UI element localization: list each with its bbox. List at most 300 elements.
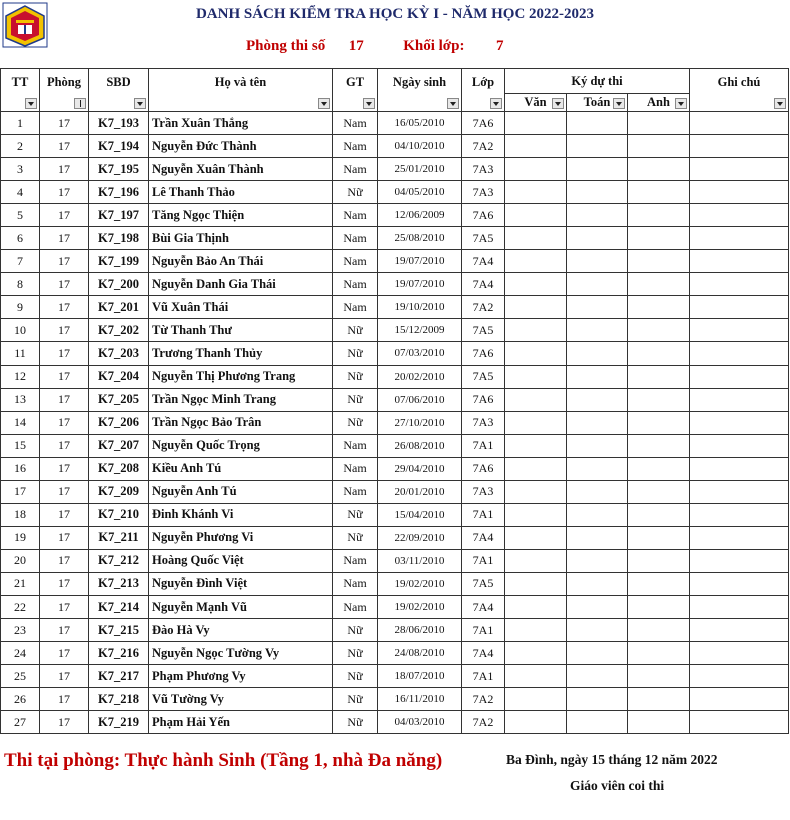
cell-note[interactable]	[690, 457, 789, 480]
cell-note[interactable]	[690, 250, 789, 273]
cell-note[interactable]	[690, 365, 789, 388]
cell-gender[interactable]: Nữ	[333, 619, 378, 642]
cell-name[interactable]: Nguyễn Bảo An Thái	[149, 250, 333, 273]
cell-sign-van[interactable]	[505, 342, 567, 365]
col-header-note[interactable]: Ghi chú	[690, 69, 789, 112]
cell-sign-anh[interactable]	[628, 457, 690, 480]
cell-sbd[interactable]: K7_196	[89, 181, 149, 204]
cell-dob[interactable]: 19/07/2010	[378, 273, 462, 296]
cell-sign-van[interactable]	[505, 457, 567, 480]
cell-sign-van[interactable]	[505, 526, 567, 549]
cell-gender[interactable]: Nam	[333, 250, 378, 273]
cell-room[interactable]: 17	[40, 595, 89, 618]
cell-sign-toan[interactable]	[567, 181, 628, 204]
cell-sign-anh[interactable]	[628, 411, 690, 434]
cell-sign-toan[interactable]	[567, 572, 628, 595]
col-header-sign-anh[interactable]: Anh	[628, 94, 690, 112]
cell-class[interactable]: 7A2	[462, 135, 505, 158]
cell-room[interactable]: 17	[40, 688, 89, 711]
cell-note[interactable]	[690, 642, 789, 665]
cell-sbd[interactable]: K7_207	[89, 434, 149, 457]
cell-note[interactable]	[690, 526, 789, 549]
cell-name[interactable]: Vũ Tường Vy	[149, 688, 333, 711]
cell-gender[interactable]: Nam	[333, 480, 378, 503]
cell-room[interactable]: 17	[40, 273, 89, 296]
cell-room[interactable]: 17	[40, 619, 89, 642]
cell-tt[interactable]: 27	[1, 711, 40, 734]
cell-dob[interactable]: 24/08/2010	[378, 642, 462, 665]
cell-tt[interactable]: 17	[1, 480, 40, 503]
cell-name[interactable]: Trần Ngọc Minh Trang	[149, 388, 333, 411]
cell-note[interactable]	[690, 227, 789, 250]
cell-class[interactable]: 7A1	[462, 434, 505, 457]
cell-sbd[interactable]: K7_202	[89, 319, 149, 342]
cell-sign-van[interactable]	[505, 503, 567, 526]
cell-sign-toan[interactable]	[567, 112, 628, 135]
cell-room[interactable]: 17	[40, 572, 89, 595]
cell-sbd[interactable]: K7_205	[89, 388, 149, 411]
cell-sign-van[interactable]	[505, 296, 567, 319]
cell-gender[interactable]: Nam	[333, 135, 378, 158]
cell-name[interactable]: Nguyễn Xuân Thành	[149, 158, 333, 181]
cell-name[interactable]: Trần Ngọc Bảo Trân	[149, 411, 333, 434]
cell-class[interactable]: 7A6	[462, 204, 505, 227]
cell-gender[interactable]: Nữ	[333, 411, 378, 434]
cell-sign-anh[interactable]	[628, 434, 690, 457]
cell-sign-anh[interactable]	[628, 365, 690, 388]
cell-name[interactable]: Lê Thanh Thảo	[149, 181, 333, 204]
cell-sign-toan[interactable]	[567, 642, 628, 665]
cell-room[interactable]: 17	[40, 158, 89, 181]
cell-sign-anh[interactable]	[628, 572, 690, 595]
dropdown-arrow-icon[interactable]	[134, 98, 146, 109]
cell-sbd[interactable]: K7_200	[89, 273, 149, 296]
cell-sign-anh[interactable]	[628, 665, 690, 688]
cell-sign-toan[interactable]	[567, 434, 628, 457]
cell-sign-van[interactable]	[505, 480, 567, 503]
cell-sign-toan[interactable]	[567, 526, 628, 549]
cell-name[interactable]: Nguyễn Ngọc Tường Vy	[149, 642, 333, 665]
cell-gender[interactable]: Nam	[333, 204, 378, 227]
cell-sign-van[interactable]	[505, 181, 567, 204]
dropdown-arrow-icon[interactable]	[675, 98, 687, 109]
cell-sbd[interactable]: K7_208	[89, 457, 149, 480]
cell-class[interactable]: 7A4	[462, 595, 505, 618]
cell-tt[interactable]: 3	[1, 158, 40, 181]
cell-room[interactable]: 17	[40, 204, 89, 227]
cell-tt[interactable]: 19	[1, 526, 40, 549]
cell-sign-toan[interactable]	[567, 619, 628, 642]
cell-room[interactable]: 17	[40, 296, 89, 319]
cell-sign-van[interactable]	[505, 250, 567, 273]
cell-class[interactable]: 7A1	[462, 549, 505, 572]
col-header-class[interactable]: Lớp	[462, 69, 505, 112]
cell-class[interactable]: 7A5	[462, 319, 505, 342]
cell-name[interactable]: Kiều Anh Tú	[149, 457, 333, 480]
cell-name[interactable]: Nguyễn Danh Gia Thái	[149, 273, 333, 296]
cell-tt[interactable]: 13	[1, 388, 40, 411]
dropdown-arrow-icon[interactable]	[447, 98, 459, 109]
cell-gender[interactable]: Nam	[333, 296, 378, 319]
cell-class[interactable]: 7A2	[462, 711, 505, 734]
cell-room[interactable]: 17	[40, 319, 89, 342]
cell-note[interactable]	[690, 411, 789, 434]
cell-room[interactable]: 17	[40, 480, 89, 503]
cell-room[interactable]: 17	[40, 434, 89, 457]
cell-sign-van[interactable]	[505, 112, 567, 135]
cell-sign-toan[interactable]	[567, 227, 628, 250]
cell-name[interactable]: Nguyễn Thị Phương Trang	[149, 365, 333, 388]
cell-sign-toan[interactable]	[567, 549, 628, 572]
cell-room[interactable]: 17	[40, 642, 89, 665]
cell-sign-toan[interactable]	[567, 250, 628, 273]
cell-sign-van[interactable]	[505, 273, 567, 296]
cell-note[interactable]	[690, 480, 789, 503]
cell-name[interactable]: Nguyễn Đức Thành	[149, 135, 333, 158]
cell-sign-anh[interactable]	[628, 296, 690, 319]
cell-gender[interactable]: Nam	[333, 595, 378, 618]
cell-sign-anh[interactable]	[628, 273, 690, 296]
cell-note[interactable]	[690, 688, 789, 711]
dropdown-arrow-icon[interactable]	[490, 98, 502, 109]
cell-sign-van[interactable]	[505, 642, 567, 665]
cell-gender[interactable]: Nữ	[333, 688, 378, 711]
cell-note[interactable]	[690, 549, 789, 572]
cell-sbd[interactable]: K7_199	[89, 250, 149, 273]
cell-sign-toan[interactable]	[567, 688, 628, 711]
cell-sbd[interactable]: K7_212	[89, 549, 149, 572]
cell-dob[interactable]: 04/10/2010	[378, 135, 462, 158]
cell-class[interactable]: 7A2	[462, 296, 505, 319]
cell-dob[interactable]: 07/06/2010	[378, 388, 462, 411]
cell-sbd[interactable]: K7_203	[89, 342, 149, 365]
cell-tt[interactable]: 26	[1, 688, 40, 711]
cell-tt[interactable]: 9	[1, 296, 40, 319]
cell-sign-van[interactable]	[505, 135, 567, 158]
cell-gender[interactable]: Nam	[333, 273, 378, 296]
col-header-room[interactable]: Phòng	[40, 69, 89, 112]
cell-name[interactable]: Hoàng Quốc Việt	[149, 549, 333, 572]
cell-dob[interactable]: 15/04/2010	[378, 503, 462, 526]
cell-name[interactable]: Nguyễn Mạnh Vũ	[149, 595, 333, 618]
cell-sign-anh[interactable]	[628, 480, 690, 503]
cell-sign-anh[interactable]	[628, 388, 690, 411]
cell-dob[interactable]: 12/06/2009	[378, 204, 462, 227]
cell-sbd[interactable]: K7_206	[89, 411, 149, 434]
cell-dob[interactable]: 19/07/2010	[378, 250, 462, 273]
cell-sign-van[interactable]	[505, 365, 567, 388]
cell-note[interactable]	[690, 595, 789, 618]
cell-sbd[interactable]: K7_219	[89, 711, 149, 734]
cell-note[interactable]	[690, 342, 789, 365]
cell-name[interactable]: Bùi Gia Thịnh	[149, 227, 333, 250]
cell-class[interactable]: 7A3	[462, 480, 505, 503]
cell-sign-toan[interactable]	[567, 480, 628, 503]
cell-gender[interactable]: Nam	[333, 549, 378, 572]
cell-class[interactable]: 7A6	[462, 388, 505, 411]
dropdown-arrow-icon[interactable]	[25, 98, 37, 109]
cell-class[interactable]: 7A4	[462, 250, 505, 273]
cell-sign-van[interactable]	[505, 688, 567, 711]
cell-tt[interactable]: 7	[1, 250, 40, 273]
cell-dob[interactable]: 19/02/2010	[378, 595, 462, 618]
cell-sign-anh[interactable]	[628, 319, 690, 342]
cell-note[interactable]	[690, 181, 789, 204]
cell-sign-van[interactable]	[505, 711, 567, 734]
cell-sign-toan[interactable]	[567, 273, 628, 296]
cell-name[interactable]: Nguyễn Phương Vi	[149, 526, 333, 549]
cell-sign-van[interactable]	[505, 158, 567, 181]
cell-sign-toan[interactable]	[567, 319, 628, 342]
cell-sign-van[interactable]	[505, 549, 567, 572]
cell-sign-toan[interactable]	[567, 711, 628, 734]
cell-gender[interactable]: Nữ	[333, 711, 378, 734]
cell-dob[interactable]: 28/06/2010	[378, 619, 462, 642]
cell-sign-toan[interactable]	[567, 342, 628, 365]
cell-tt[interactable]: 23	[1, 619, 40, 642]
cell-sbd[interactable]: K7_201	[89, 296, 149, 319]
cell-sbd[interactable]: K7_211	[89, 526, 149, 549]
cell-gender[interactable]: Nam	[333, 572, 378, 595]
cell-class[interactable]: 7A1	[462, 503, 505, 526]
cell-tt[interactable]: 6	[1, 227, 40, 250]
cell-room[interactable]: 17	[40, 388, 89, 411]
cell-sign-van[interactable]	[505, 619, 567, 642]
cell-gender[interactable]: Nữ	[333, 342, 378, 365]
cell-tt[interactable]: 2	[1, 135, 40, 158]
cell-name[interactable]: Nguyễn Quốc Trọng	[149, 434, 333, 457]
cell-room[interactable]: 17	[40, 526, 89, 549]
cell-room[interactable]: 17	[40, 549, 89, 572]
cell-sign-anh[interactable]	[628, 711, 690, 734]
cell-name[interactable]: Đào Hà Vy	[149, 619, 333, 642]
cell-name[interactable]: Nguyễn Anh Tú	[149, 480, 333, 503]
col-header-sign-toan[interactable]: Toán	[567, 94, 628, 112]
cell-sbd[interactable]: K7_209	[89, 480, 149, 503]
cell-sign-anh[interactable]	[628, 595, 690, 618]
cell-sbd[interactable]: K7_214	[89, 595, 149, 618]
cell-sign-anh[interactable]	[628, 250, 690, 273]
col-header-gender[interactable]: GT	[333, 69, 378, 112]
cell-tt[interactable]: 15	[1, 434, 40, 457]
cell-note[interactable]	[690, 273, 789, 296]
cell-sign-toan[interactable]	[567, 665, 628, 688]
cell-name[interactable]: Đinh Khánh Vi	[149, 503, 333, 526]
cell-sbd[interactable]: K7_218	[89, 688, 149, 711]
cell-sign-anh[interactable]	[628, 135, 690, 158]
cell-tt[interactable]: 5	[1, 204, 40, 227]
cell-room[interactable]: 17	[40, 135, 89, 158]
cell-sbd[interactable]: K7_217	[89, 665, 149, 688]
cell-class[interactable]: 7A1	[462, 665, 505, 688]
cell-gender[interactable]: Nữ	[333, 181, 378, 204]
cell-tt[interactable]: 12	[1, 365, 40, 388]
cell-class[interactable]: 7A6	[462, 342, 505, 365]
cell-tt[interactable]: 10	[1, 319, 40, 342]
cell-class[interactable]: 7A2	[462, 688, 505, 711]
cell-gender[interactable]: Nữ	[333, 365, 378, 388]
cell-sign-anh[interactable]	[628, 342, 690, 365]
cell-sbd[interactable]: K7_194	[89, 135, 149, 158]
cell-room[interactable]: 17	[40, 342, 89, 365]
cell-sign-anh[interactable]	[628, 158, 690, 181]
cell-sign-van[interactable]	[505, 411, 567, 434]
cell-sbd[interactable]: K7_204	[89, 365, 149, 388]
cell-tt[interactable]: 20	[1, 549, 40, 572]
cell-sign-toan[interactable]	[567, 457, 628, 480]
cell-sign-van[interactable]	[505, 388, 567, 411]
cell-dob[interactable]: 20/01/2010	[378, 480, 462, 503]
cell-sbd[interactable]: K7_215	[89, 619, 149, 642]
cell-note[interactable]	[690, 572, 789, 595]
cell-class[interactable]: 7A5	[462, 227, 505, 250]
col-header-tt[interactable]: TT	[1, 69, 40, 112]
cell-sbd[interactable]: K7_216	[89, 642, 149, 665]
cell-class[interactable]: 7A3	[462, 158, 505, 181]
cell-tt[interactable]: 25	[1, 665, 40, 688]
cell-note[interactable]	[690, 112, 789, 135]
dropdown-arrow-icon[interactable]	[318, 98, 330, 109]
cell-gender[interactable]: Nữ	[333, 665, 378, 688]
cell-note[interactable]	[690, 711, 789, 734]
cell-class[interactable]: 7A1	[462, 619, 505, 642]
cell-sbd[interactable]: K7_193	[89, 112, 149, 135]
cell-gender[interactable]: Nữ	[333, 319, 378, 342]
cell-note[interactable]	[690, 619, 789, 642]
cell-sign-toan[interactable]	[567, 296, 628, 319]
cell-note[interactable]	[690, 665, 789, 688]
cell-sign-anh[interactable]	[628, 549, 690, 572]
cell-sign-anh[interactable]	[628, 227, 690, 250]
cell-class[interactable]: 7A5	[462, 365, 505, 388]
cell-dob[interactable]: 25/08/2010	[378, 227, 462, 250]
cell-tt[interactable]: 22	[1, 595, 40, 618]
cell-name[interactable]: Trần Xuân Thắng	[149, 112, 333, 135]
cell-room[interactable]: 17	[40, 711, 89, 734]
dropdown-arrow-icon[interactable]	[552, 98, 564, 109]
col-header-sbd[interactable]: SBD	[89, 69, 149, 112]
dropdown-arrow-icon[interactable]	[363, 98, 375, 109]
cell-sign-van[interactable]	[505, 319, 567, 342]
col-header-name[interactable]: Họ và tên	[149, 69, 333, 112]
cell-room[interactable]: 17	[40, 503, 89, 526]
cell-sbd[interactable]: K7_210	[89, 503, 149, 526]
cell-note[interactable]	[690, 158, 789, 181]
cell-class[interactable]: 7A4	[462, 526, 505, 549]
cell-sign-toan[interactable]	[567, 158, 628, 181]
cell-class[interactable]: 7A5	[462, 572, 505, 595]
cell-tt[interactable]: 1	[1, 112, 40, 135]
cell-dob[interactable]: 19/10/2010	[378, 296, 462, 319]
cell-name[interactable]: Nguyễn Đình Việt	[149, 572, 333, 595]
cell-note[interactable]	[690, 296, 789, 319]
cell-sign-van[interactable]	[505, 204, 567, 227]
cell-dob[interactable]: 25/01/2010	[378, 158, 462, 181]
cell-sign-toan[interactable]	[567, 595, 628, 618]
cell-room[interactable]: 17	[40, 250, 89, 273]
cell-class[interactable]: 7A6	[462, 457, 505, 480]
cell-class[interactable]: 7A6	[462, 112, 505, 135]
cell-sbd[interactable]: K7_198	[89, 227, 149, 250]
cell-gender[interactable]: Nữ	[333, 526, 378, 549]
cell-sign-toan[interactable]	[567, 204, 628, 227]
cell-sbd[interactable]: K7_213	[89, 572, 149, 595]
cell-dob[interactable]: 27/10/2010	[378, 411, 462, 434]
cell-sbd[interactable]: K7_197	[89, 204, 149, 227]
cell-sbd[interactable]: K7_195	[89, 158, 149, 181]
cell-note[interactable]	[690, 434, 789, 457]
cell-class[interactable]: 7A4	[462, 273, 505, 296]
cell-room[interactable]: 17	[40, 112, 89, 135]
cell-sign-toan[interactable]	[567, 135, 628, 158]
cell-sign-anh[interactable]	[628, 181, 690, 204]
cell-gender[interactable]: Nam	[333, 227, 378, 250]
cell-name[interactable]: Phạm Phương Vy	[149, 665, 333, 688]
cell-dob[interactable]: 07/03/2010	[378, 342, 462, 365]
cell-tt[interactable]: 21	[1, 572, 40, 595]
col-header-sign-van[interactable]: Văn	[505, 94, 567, 112]
cell-name[interactable]: Vũ Xuân Thái	[149, 296, 333, 319]
cell-dob[interactable]: 20/02/2010	[378, 365, 462, 388]
cell-dob[interactable]: 18/07/2010	[378, 665, 462, 688]
cell-gender[interactable]: Nam	[333, 158, 378, 181]
cell-tt[interactable]: 16	[1, 457, 40, 480]
cell-tt[interactable]: 4	[1, 181, 40, 204]
cell-dob[interactable]: 04/03/2010	[378, 711, 462, 734]
cell-dob[interactable]: 15/12/2009	[378, 319, 462, 342]
cell-room[interactable]: 17	[40, 411, 89, 434]
cell-sign-anh[interactable]	[628, 619, 690, 642]
cell-sign-van[interactable]	[505, 227, 567, 250]
cell-gender[interactable]: Nam	[333, 112, 378, 135]
cell-name[interactable]: Phạm Hải Yến	[149, 711, 333, 734]
cell-room[interactable]: 17	[40, 227, 89, 250]
cell-dob[interactable]: 22/09/2010	[378, 526, 462, 549]
dropdown-arrow-icon[interactable]	[774, 98, 786, 109]
cell-dob[interactable]: 19/02/2010	[378, 572, 462, 595]
cell-tt[interactable]: 11	[1, 342, 40, 365]
cell-sign-van[interactable]	[505, 434, 567, 457]
cell-dob[interactable]: 04/05/2010	[378, 181, 462, 204]
cell-gender[interactable]: Nữ	[333, 388, 378, 411]
cell-dob[interactable]: 03/11/2010	[378, 549, 462, 572]
cell-gender[interactable]: Nam	[333, 457, 378, 480]
cell-class[interactable]: 7A4	[462, 642, 505, 665]
cell-name[interactable]: Từ Thanh Thư	[149, 319, 333, 342]
cell-name[interactable]: Tăng Ngọc Thiện	[149, 204, 333, 227]
cell-sign-toan[interactable]	[567, 411, 628, 434]
cell-dob[interactable]: 16/05/2010	[378, 112, 462, 135]
cell-note[interactable]	[690, 135, 789, 158]
cell-tt[interactable]: 18	[1, 503, 40, 526]
cell-class[interactable]: 7A3	[462, 411, 505, 434]
cell-sign-van[interactable]	[505, 595, 567, 618]
filter-icon[interactable]	[74, 98, 86, 109]
col-header-dob[interactable]: Ngày sinh	[378, 69, 462, 112]
cell-sign-anh[interactable]	[628, 112, 690, 135]
cell-sign-toan[interactable]	[567, 503, 628, 526]
cell-note[interactable]	[690, 388, 789, 411]
cell-tt[interactable]: 24	[1, 642, 40, 665]
cell-sign-anh[interactable]	[628, 526, 690, 549]
cell-gender[interactable]: Nữ	[333, 503, 378, 526]
cell-sign-anh[interactable]	[628, 204, 690, 227]
cell-room[interactable]: 17	[40, 365, 89, 388]
cell-dob[interactable]: 29/04/2010	[378, 457, 462, 480]
cell-note[interactable]	[690, 319, 789, 342]
cell-sign-van[interactable]	[505, 665, 567, 688]
cell-sign-toan[interactable]	[567, 388, 628, 411]
